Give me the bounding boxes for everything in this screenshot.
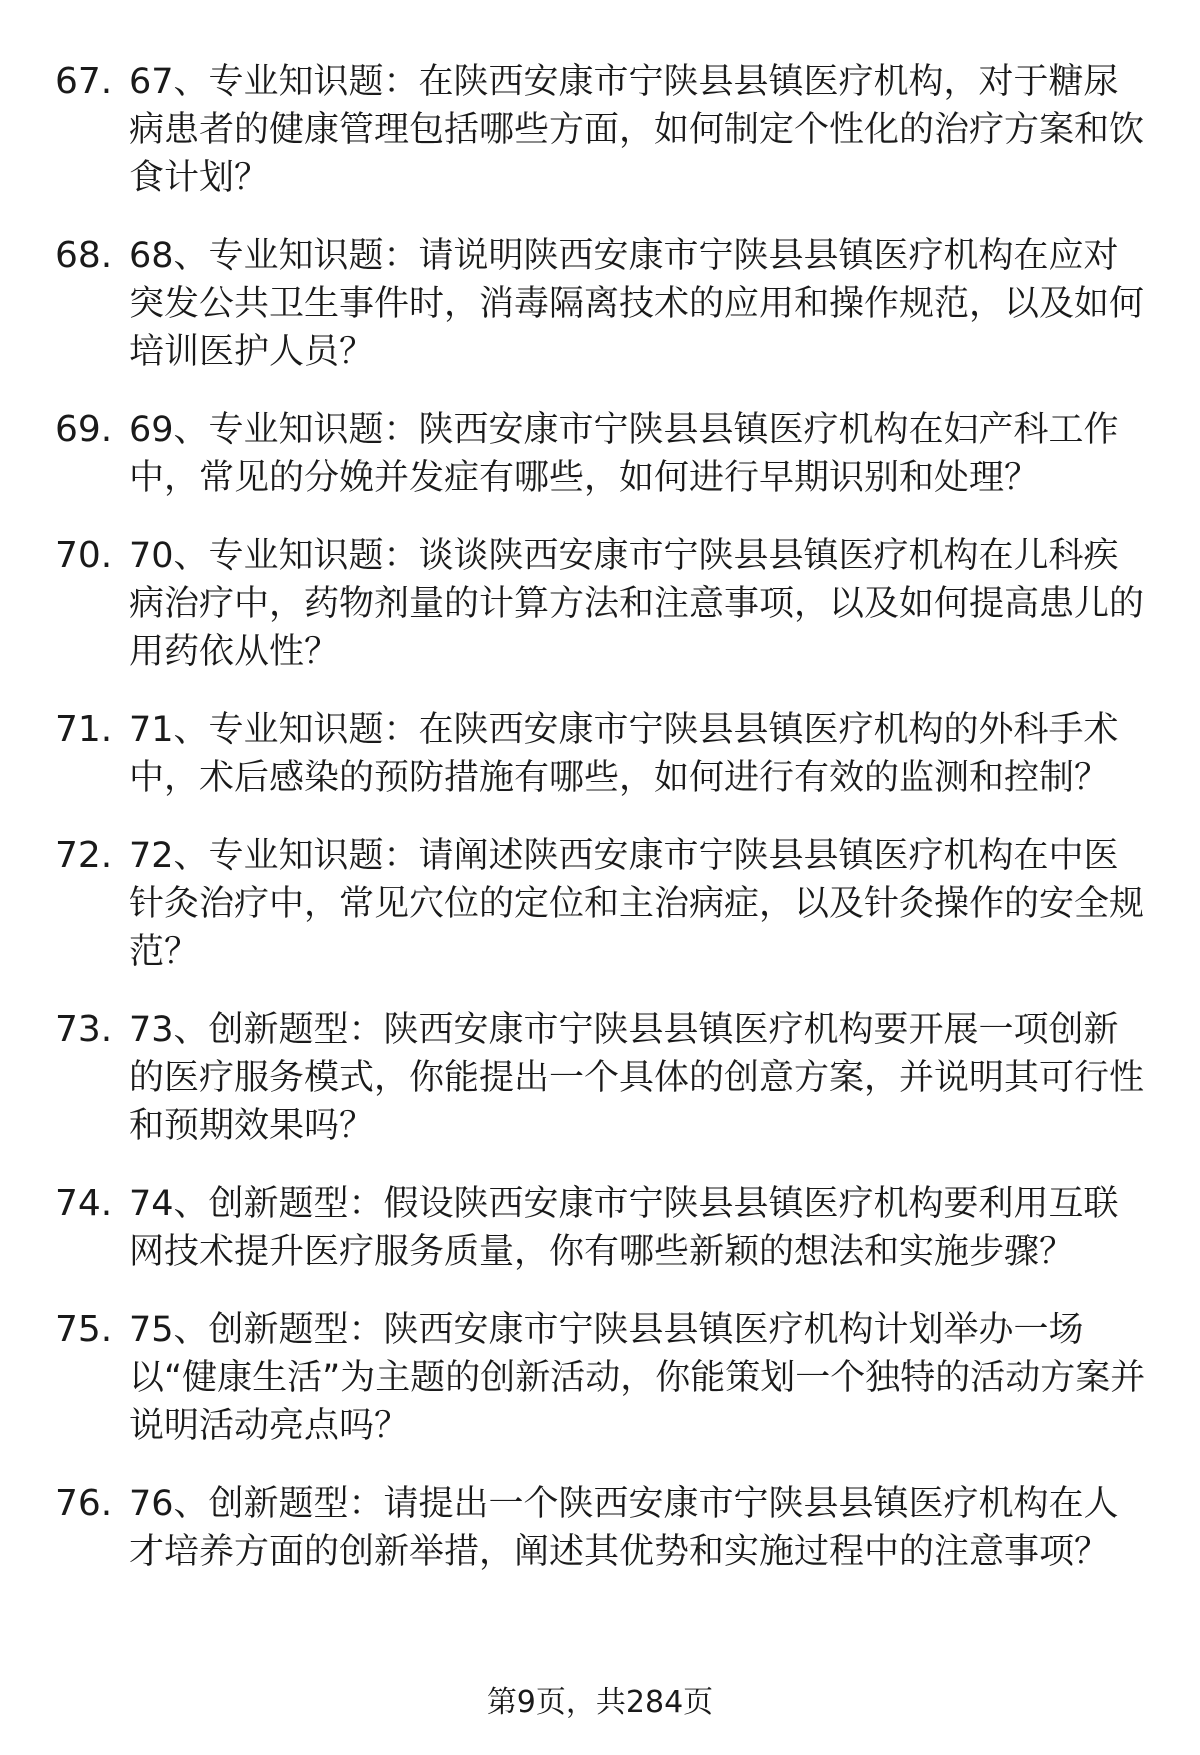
item-text: 67、专业知识题：在陕西安康市宁陕县县镇医疗机构，对于糖尿病患者的健康管理包括哪些方面，如何制定个性化的治疗方案和饮食计划？ bbox=[129, 62, 1145, 198]
page-footer: 第9页，共284页 bbox=[486, 1685, 714, 1720]
item-text: 70、专业知识题：谈谈陕西安康市宁陕县县镇医疗机构在儿科疾病治疗中，药物剂量的计算方法和注意事项，以及如何提高患儿的用药依从性？ bbox=[129, 536, 1145, 672]
item-number: 75. bbox=[55, 1309, 113, 1350]
list-item bbox=[55, 706, 1165, 802]
question-list bbox=[55, 58, 1165, 1606]
item-text: 76、创新题型：请提出一个陕西安康市宁陕县县镇医疗机构在人才培养方面的创新举措，阐述其优势和实施过程中的注意事项？ bbox=[129, 1484, 1119, 1572]
item-text: 68、专业知识题：请说明陕西安康市宁陕县县镇医疗机构在应对突发公共卫生事件时，消毒隔离技术的应用和操作规范，以及如何培训医护人员？ bbox=[129, 236, 1145, 372]
item-number: 69. bbox=[55, 409, 113, 450]
item-number: 71. bbox=[55, 709, 113, 750]
item-number: 70. bbox=[55, 535, 113, 576]
item-number: 73. bbox=[55, 1009, 113, 1050]
item-text: 74、创新题型：假设陕西安康市宁陕县县镇医疗机构要利用互联网技术提升医疗服务质量，你有哪些新颖的想法和实施步骤？ bbox=[129, 1184, 1119, 1272]
item-text: 73、创新题型：陕西安康市宁陕县县镇医疗机构要开展一项创新的医疗服务模式，你能提出一个具体的创意方案，并说明其可行性和预期效果吗？ bbox=[129, 1010, 1145, 1146]
list-item bbox=[55, 1480, 1165, 1576]
item-number: 67. bbox=[55, 61, 113, 102]
item-number: 72. bbox=[55, 835, 113, 876]
list-item bbox=[55, 406, 1165, 502]
list-item bbox=[55, 1006, 1165, 1150]
item-number: 68. bbox=[55, 235, 113, 276]
list-item bbox=[55, 1306, 1165, 1450]
item-text: 75、创新题型：陕西安康市宁陕县县镇医疗机构计划举办一场以“健康生活”为主题的创新活动，你能策划一个独特的活动方案并说明活动亮点吗？ bbox=[129, 1310, 1146, 1446]
item-text: 69、专业知识题：陕西安康市宁陕县县镇医疗机构在妇产科工作中，常见的分娩并发症有哪些，如何进行早期识别和处理？ bbox=[129, 410, 1119, 498]
item-number: 74. bbox=[55, 1183, 113, 1224]
list-item bbox=[55, 232, 1165, 376]
item-number: 76. bbox=[55, 1483, 113, 1524]
list-item bbox=[55, 1180, 1165, 1276]
list-item bbox=[55, 832, 1165, 976]
list-item bbox=[55, 532, 1165, 676]
list-item bbox=[55, 58, 1165, 202]
item-text: 71、专业知识题：在陕西安康市宁陕县县镇医疗机构的外科手术中，术后感染的预防措施有哪些，如何进行有效的监测和控制？ bbox=[129, 710, 1119, 798]
item-text: 72、专业知识题：请阐述陕西安康市宁陕县县镇医疗机构在中医针灸治疗中，常见穴位的定位和主治病症，以及针灸操作的安全规范？ bbox=[129, 836, 1145, 972]
